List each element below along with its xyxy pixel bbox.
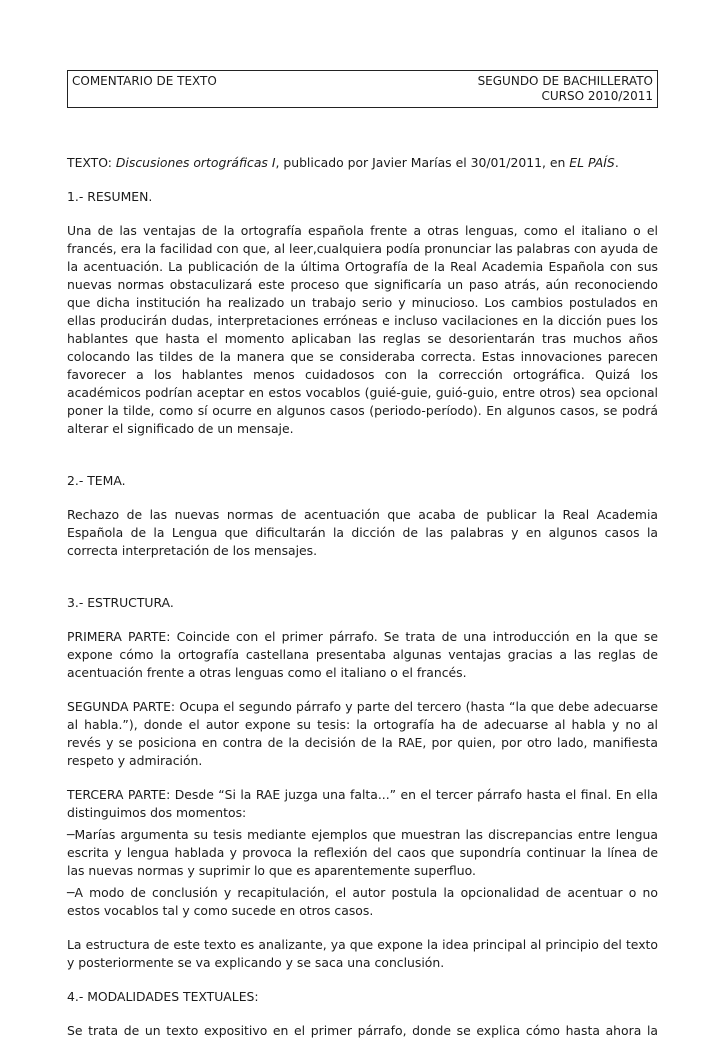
texto-middle: , publicado por Javier Marías el 30/01/2011, en — [275, 155, 570, 170]
header-box — [67, 70, 658, 108]
article-title: Discusiones ortográficas I — [115, 155, 276, 170]
primera-parte: PRIMERA PARTE: Coincide con el primer párrafo. Se trata de una introducción en la que se expone cómo la ortografía castellana presentaba algunas ventajas gracias a las reglas de acentuación frente a otras lenguas como el italiano o el francés. — [67, 629, 658, 680]
texto-prefix: TEXTO: — [67, 155, 116, 170]
document-body — [67, 154, 658, 1040]
text-reference — [67, 154, 658, 172]
modalidades-heading: 4.- MODALIDADES TEXTUALES: — [67, 989, 259, 1004]
newspaper-name: EL PAÍS — [569, 155, 615, 170]
level-label: SEGUNDO DE BACHILLERATO — [477, 74, 653, 88]
tema-body: Rechazo de las nuevas normas de acentuación que acaba de publicar la Real Academia Española de la Lengua que dificultarán la dicción de las palabras y en algunos casos la correcta interpretación de los mensajes. — [67, 507, 658, 558]
tema-heading: 2.- TEMA. — [67, 473, 126, 488]
resumen-heading: 1.- RESUMEN. — [67, 189, 153, 204]
segunda-parte: SEGUNDA PARTE: Ocupa el segundo párrafo y parte del tercero (hasta “la que debe adecuarse al habla.”), donde el autor expone su tesis: la ortografía ha de adecuarse al habla y no al revés y se posiciona en contra de la decisión de la RAE, por quien, por otro lado, manifiesta respeto y admiración. — [67, 699, 658, 768]
course-info — [478, 74, 653, 104]
resumen-body: Una de las ventajas de la ortografía española frente a otras lenguas, como el italiano o el francés, era la facilidad con que, al leer,cualquiera podía pronunciar las palabras con ayuda de la acentuación. La publicación de la última Ortografía de la Real Academia Española con sus nuevas normas obstaculizará este proceso que significaría un paso atrás, aún reconociendo que dicha institución ha realizado un trabajo serio y minucioso. Los cambios postulados en ellas producirán dudas, interpretaciones erróneas e incluso vacilaciones en la dicción pues los hablantes que hasta el momento aplicaban las reglas se desorientarán tras muchos años colocando las tildes de la manera que se consideraba correcta. Estas innovaciones parecen favorecer a los hablantes menos cuidadosos con la corrección ortográfica. Quizá los académicos podrían aceptar en estos vocablos (guié-guie, guió-guio, entre otros) sea opcional poner la tilde, como sí ocurre en algunos casos (periodo-período). En algunos casos, se podrá alterar el significado de un mensaje. — [67, 223, 658, 436]
year-label: CURSO 2010/2011 — [541, 89, 653, 103]
estructura-heading: 3.- ESTRUCTURA. — [67, 595, 174, 610]
momento-1: ─Marías argumenta su tesis mediante ejemplos que muestran las discrepancias entre lengua escrita y lengua hablada y provoca la reflexión del caos que supondría continuar la línea de las nuevas normas y suprimir lo que es aparentemente superfluo. — [67, 827, 658, 878]
subject-label: COMENTARIO DE TEXTO — [72, 74, 217, 88]
texto-end: . — [614, 155, 619, 170]
momento-2: ─A modo de conclusión y recapitulación, el autor postula la opcionalidad de acentuar o no estos vocablos tal y como sucede en otros casos. — [67, 885, 658, 918]
modalidades-body: Se trata de un texto expositivo en el primer párrafo, donde se explica cómo hasta ahora la — [67, 1023, 658, 1038]
tercera-parte: TERCERA PARTE: Desde “Si la RAE juzga una falta...” en el tercer párrafo hasta el final. En ella distinguimos dos momentos: — [67, 787, 658, 820]
estructura-conclusion: La estructura de este texto es analizante, ya que expone la idea principal al principio del texto y posteriormente se va explicando y se saca una conclusión. — [67, 937, 658, 970]
